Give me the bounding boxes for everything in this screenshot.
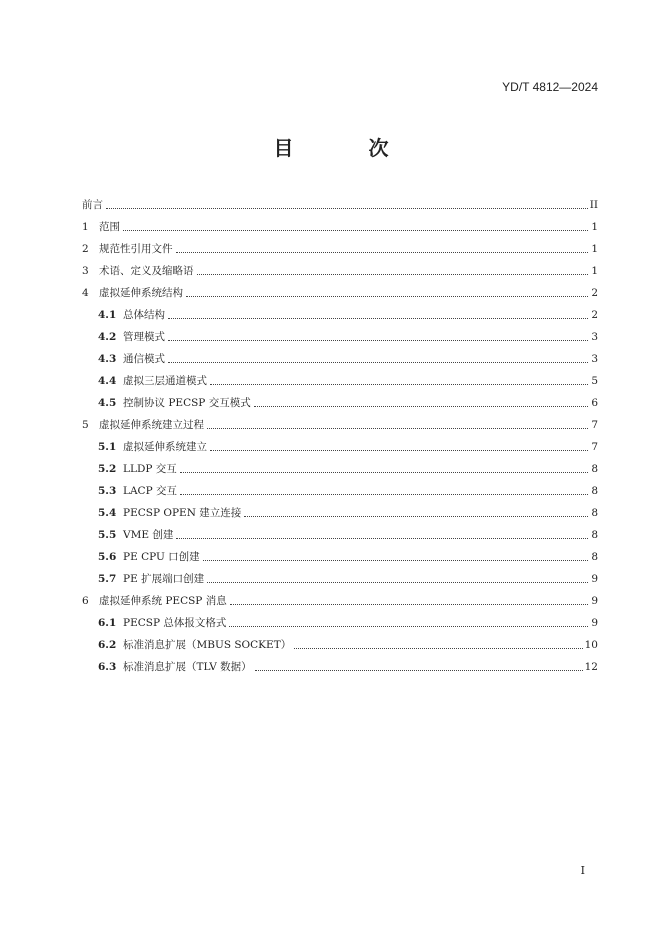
toc-entry-label: 标准消息扩展（MBUS SOCKET）	[123, 639, 292, 651]
toc-entry-label: 虚拟延伸系统建立	[123, 441, 207, 453]
toc-entry[interactable]	[82, 652, 598, 674]
toc-entry-number: 2	[82, 243, 89, 255]
toc-entry-page: 3	[591, 353, 598, 365]
toc-entry[interactable]	[82, 608, 598, 630]
toc-entry-page: 7	[591, 441, 598, 453]
toc-entry-page: 1	[591, 265, 598, 277]
dot-leader	[180, 471, 588, 473]
toc-entry-number: 1	[82, 221, 89, 233]
dot-leader	[168, 361, 588, 363]
toc-entry-page: 8	[591, 463, 598, 475]
dot-leader	[229, 625, 588, 627]
toc-entry-number: 5.5	[98, 529, 117, 541]
toc-entry-number: 5.3	[98, 485, 117, 497]
toc-entry-label: 虚拟延伸系统 PECSP 消息	[99, 595, 227, 607]
toc-entry-label: 范围	[99, 221, 120, 233]
table-of-contents	[82, 190, 598, 674]
toc-entry[interactable]	[82, 300, 598, 322]
toc-entry-label: 虚拟延伸系统结构	[99, 287, 183, 299]
toc-entry[interactable]	[82, 256, 598, 278]
toc-entry[interactable]	[82, 190, 598, 212]
toc-entry-page: 3	[591, 331, 598, 343]
toc-entry-number: 5.7	[98, 573, 117, 585]
toc-entry-page: 9	[591, 573, 598, 585]
toc-entry-number: 5.2	[98, 463, 117, 475]
toc-entry-number: 5.1	[98, 441, 117, 453]
toc-entry-number: 6.2	[98, 639, 117, 651]
toc-entry-label: 虚拟三层通道模式	[123, 375, 207, 387]
dot-leader	[203, 559, 588, 561]
toc-entry-page: 1	[591, 221, 598, 233]
toc-entry-page: 7	[591, 419, 598, 431]
dot-leader	[207, 427, 588, 429]
toc-entry[interactable]	[82, 520, 598, 542]
dot-leader	[197, 273, 589, 275]
dot-leader	[168, 317, 588, 319]
toc-entry-number: 4.2	[98, 331, 117, 343]
toc-entry-label: 术语、定义及缩略语	[99, 265, 194, 277]
dot-leader	[244, 515, 588, 517]
toc-entry-label: LLDP 交互	[123, 463, 177, 475]
dot-leader	[294, 647, 582, 649]
dot-leader	[254, 405, 588, 407]
toc-entry-number: 6.3	[98, 661, 117, 673]
toc-entry-number: 5.6	[98, 551, 117, 563]
toc-entry-label: PECSP OPEN 建立连接	[123, 507, 242, 519]
toc-entry[interactable]	[82, 234, 598, 256]
standard-code: YD/T 4812—2024	[502, 80, 598, 94]
toc-entry[interactable]	[82, 212, 598, 234]
toc-entry-page: 5	[591, 375, 598, 387]
dot-leader	[106, 207, 588, 209]
toc-entry-number: 5.4	[98, 507, 117, 519]
toc-entry[interactable]	[82, 542, 598, 564]
dot-leader	[210, 449, 588, 451]
toc-entry-page: 9	[591, 595, 598, 607]
toc-entry-number: 4.4	[98, 375, 117, 387]
toc-entry[interactable]	[82, 432, 598, 454]
toc-entry[interactable]	[82, 322, 598, 344]
toc-entry-page: 8	[591, 485, 598, 497]
toc-entry[interactable]	[82, 454, 598, 476]
toc-entry-label: VME 创建	[123, 529, 174, 541]
toc-entry-page: 9	[591, 617, 598, 629]
dot-leader	[255, 669, 583, 671]
toc-entry[interactable]	[82, 366, 598, 388]
toc-entry-number: 4.3	[98, 353, 117, 365]
dot-leader	[176, 251, 589, 253]
toc-entry-page: 2	[591, 287, 598, 299]
toc-entry-label: PE CPU 口创建	[123, 551, 200, 563]
toc-entry[interactable]	[82, 630, 598, 652]
dot-leader	[186, 295, 588, 297]
toc-entry-label: 总体结构	[123, 309, 165, 321]
toc-entry-number: 6.1	[98, 617, 117, 629]
dot-leader	[230, 603, 588, 605]
toc-entry-page: II	[589, 199, 598, 211]
toc-entry-label: 通信模式	[123, 353, 165, 365]
toc-entry-page: 10	[584, 639, 598, 651]
dot-leader	[123, 229, 588, 231]
toc-entry-page: 8	[591, 551, 598, 563]
dot-leader	[207, 581, 588, 583]
toc-entry[interactable]	[82, 586, 598, 608]
toc-entry-page: 8	[591, 529, 598, 541]
page-title: 目 次	[273, 136, 423, 160]
toc-entry-number: 5	[82, 419, 89, 431]
dot-leader	[168, 339, 588, 341]
toc-entry-page: 1	[591, 243, 598, 255]
toc-entry[interactable]	[82, 410, 598, 432]
page-number: I	[580, 864, 585, 877]
toc-entry-label: 虚拟延伸系统建立过程	[99, 419, 204, 431]
toc-entry-page: 2	[591, 309, 598, 321]
toc-entry-number: 4.5	[98, 397, 117, 409]
toc-entry-label: 控制协议 PECSP 交互模式	[123, 397, 251, 409]
toc-entry[interactable]	[82, 278, 598, 300]
toc-entry[interactable]	[82, 476, 598, 498]
toc-entry-number: 4	[82, 287, 89, 299]
toc-entry-page: 12	[584, 661, 598, 673]
toc-entry-number: 3	[82, 265, 89, 277]
dot-leader	[210, 383, 588, 385]
toc-entry[interactable]	[82, 388, 598, 410]
toc-entry-label: 标准消息扩展（TLV 数据）	[123, 661, 252, 673]
toc-entry[interactable]	[82, 344, 598, 366]
dot-leader	[180, 493, 588, 495]
toc-entry-page: 8	[591, 507, 598, 519]
toc-entry-number: 4.1	[98, 309, 117, 321]
toc-entry-label: 规范性引用文件	[99, 243, 173, 255]
toc-entry[interactable]	[82, 498, 598, 520]
toc-entry-label: PE 扩展端口创建	[123, 573, 205, 585]
toc-entry[interactable]	[82, 564, 598, 586]
toc-entry-label: LACP 交互	[123, 485, 177, 497]
toc-entry-label: 管理模式	[123, 331, 165, 343]
toc-entry-label: 前言	[82, 199, 103, 211]
dot-leader	[176, 537, 588, 539]
toc-entry-page: 6	[591, 397, 598, 409]
toc-entry-number: 6	[82, 595, 89, 607]
toc-entry-label: PECSP 总体报文格式	[123, 617, 227, 629]
